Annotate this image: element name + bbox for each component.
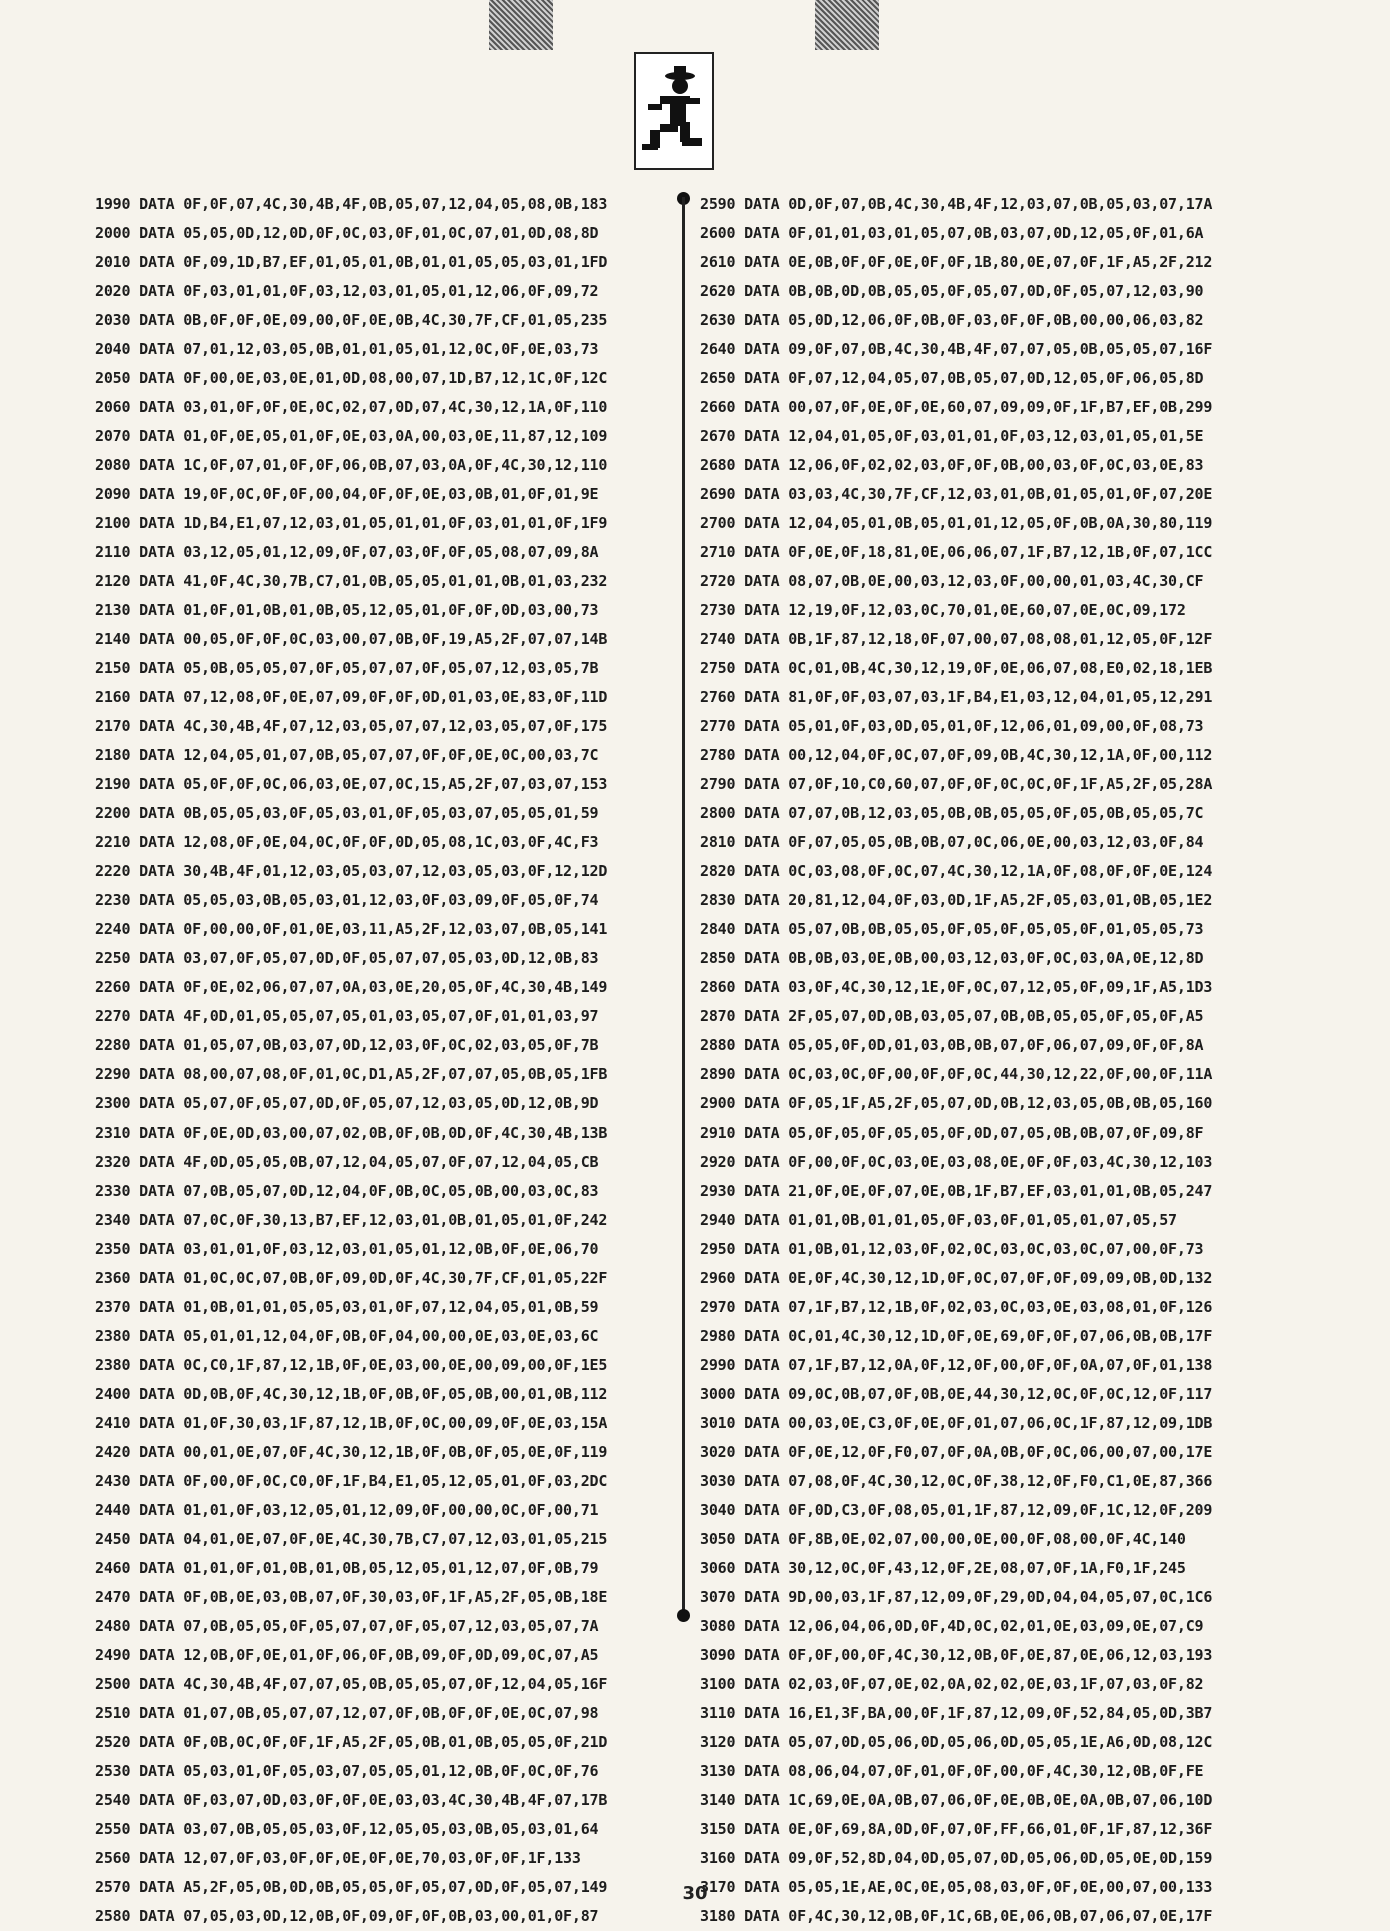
data-line: 2620 DATA 0B,0B,0D,0B,05,05,0F,05,07,0D,0F,05,07,12,03,90 [700, 282, 1204, 301]
data-line: 3010 DATA 00,03,0E,C3,0F,0E,0F,01,07,06,0C,1F,87,12,09,1DB [700, 1413, 1213, 1432]
data-line: 3090 DATA 0F,0F,00,0F,4C,30,12,0B,0F,0E,87,0E,06,12,03,193 [700, 1645, 1213, 1664]
data-line: 2970 DATA 07,1F,B7,12,1B,0F,02,03,0C,03,0E,03,08,01,0F,126 [700, 1297, 1213, 1316]
data-line: 2020 DATA 0F,03,01,01,0F,03,12,03,01,05,01,12,06,0F,09,72 [95, 282, 599, 301]
data-line: 2610 DATA 0E,0B,0F,0F,0E,0F,0F,1B,80,0E,07,0F,1F,A5,2F,212 [700, 253, 1213, 272]
data-line: 2000 DATA 05,05,0D,12,0D,0F,0C,03,0F,01,0C,07,01,0D,08,8D [95, 224, 599, 243]
data-line: 2360 DATA 01,0C,0C,07,0B,0F,09,0D,0F,4C,30,7F,CF,01,05,22F [95, 1268, 608, 1287]
data-line: 2480 DATA 07,0B,05,05,0F,05,07,07,0F,05,07,12,03,05,07,7A [95, 1616, 599, 1635]
data-line: 2340 DATA 07,0C,0F,30,13,B7,EF,12,03,01,0B,01,05,01,0F,242 [95, 1210, 608, 1229]
data-line: 3020 DATA 0F,0E,12,0F,F0,07,0F,0A,0B,0F,0C,06,00,07,00,17E [700, 1442, 1213, 1461]
data-line: 2220 DATA 30,4B,4F,01,12,03,05,03,07,12,03,05,03,0F,12,12D [95, 862, 608, 881]
data-line: 2660 DATA 00,07,0F,0E,0F,0E,60,07,09,09,0F,1F,B7,EF,0B,299 [700, 398, 1213, 417]
data-line: 2330 DATA 07,0B,05,07,0D,12,04,0F,0B,0C,05,0B,00,03,0C,83 [95, 1181, 599, 1200]
data-line: 2640 DATA 09,0F,07,0B,4C,30,4B,4F,07,07,05,0B,05,05,07,16F [700, 340, 1213, 359]
data-line: 2320 DATA 4F,0D,05,05,0B,07,12,04,05,07,0F,07,12,04,05,CB [95, 1152, 599, 1171]
data-line: 2870 DATA 2F,05,07,0D,0B,03,05,07,0B,0B,05,05,0F,05,0F,A5 [700, 1007, 1204, 1026]
data-line: 2690 DATA 03,03,4C,30,7F,CF,12,03,01,0B,01,05,01,0F,07,20E [700, 485, 1213, 504]
data-line: 2720 DATA 08,07,0B,0E,00,03,12,03,0F,00,00,01,03,4C,30,CF [700, 572, 1204, 591]
data-line: 3060 DATA 30,12,0C,0F,43,12,0F,2E,08,07,0F,1A,F0,1F,245 [700, 1558, 1186, 1577]
data-line: 2560 DATA 12,07,0F,03,0F,0F,0E,0F,0E,70,03,0F,0F,1F,133 [95, 1848, 581, 1867]
data-line: 2980 DATA 0C,01,4C,30,12,1D,0F,0E,69,0F,0F,07,06,0B,0B,17F [700, 1326, 1213, 1345]
data-line: 2790 DATA 07,0F,10,C0,60,07,0F,0F,0C,0C,0F,1F,A5,2F,05,28A [700, 775, 1213, 794]
data-line: 2430 DATA 0F,00,0F,0C,C0,0F,1F,B4,E1,05,12,05,01,0F,03,2DC [95, 1471, 608, 1490]
data-line: 2460 DATA 01,01,0F,01,0B,01,0B,05,12,05,01,12,07,0F,0B,79 [95, 1558, 599, 1577]
header-noise-left [489, 0, 553, 50]
data-line: 2670 DATA 12,04,01,05,0F,03,01,01,0F,03,12,03,01,05,01,5E [700, 427, 1204, 446]
data-line: 2470 DATA 0F,0B,0E,03,0B,07,0F,30,03,0F,1F,A5,2F,05,0B,18E [95, 1587, 608, 1606]
data-line: 3100 DATA 02,03,0F,07,0E,02,0A,02,02,0E,03,1F,07,03,0F,82 [700, 1674, 1204, 1693]
data-line: 2760 DATA 81,0F,0F,03,07,03,1F,B4,E1,03,12,04,01,05,12,291 [700, 688, 1213, 707]
data-line: 3180 DATA 0F,4C,30,12,0B,0F,1C,6B,0E,06,0B,07,06,07,0E,17F [700, 1906, 1213, 1925]
data-line: 2440 DATA 01,01,0F,03,12,05,01,12,09,0F,00,00,0C,0F,00,71 [95, 1500, 599, 1519]
data-line: 2600 DATA 0F,01,01,03,01,05,07,0B,03,07,0D,12,05,0F,01,6A [700, 224, 1204, 243]
data-line: 3120 DATA 05,07,0D,05,06,0D,05,06,0D,05,05,1E,A6,0D,08,12C [700, 1732, 1213, 1751]
data-line: 2230 DATA 05,05,03,0B,05,03,01,12,03,0F,03,09,0F,05,0F,74 [95, 891, 599, 910]
data-line: 2850 DATA 0B,0B,03,0E,0B,00,03,12,03,0F,0C,03,0A,0E,12,8D [700, 949, 1204, 968]
data-line: 2210 DATA 12,08,0F,0E,04,0C,0F,0F,0D,05,08,1C,03,0F,4C,F3 [95, 833, 599, 852]
data-line: 2890 DATA 0C,03,0C,0F,00,0F,0F,0C,44,30,12,22,0F,00,0F,11A [700, 1065, 1213, 1084]
data-line: 1990 DATA 0F,0F,07,4C,30,4B,4F,0B,05,07,12,04,05,08,0B,183 [95, 195, 608, 213]
data-line: 2650 DATA 0F,07,12,04,05,07,0B,05,07,0D,12,05,0F,06,05,8D [700, 369, 1204, 388]
data-line: 2420 DATA 00,01,0E,07,0F,4C,30,12,1B,0F,0B,0F,05,0E,0F,119 [95, 1442, 608, 1461]
data-line: 2010 DATA 0F,09,1D,B7,EF,01,05,01,0B,01,01,05,05,03,01,1FD [95, 253, 608, 272]
data-line: 2570 DATA A5,2F,05,0B,0D,0B,05,05,0F,05,07,0D,0F,05,07,149 [95, 1877, 608, 1896]
data-line: 2190 DATA 05,0F,0F,0C,06,03,0E,07,0C,15,A5,2F,07,03,07,153 [95, 775, 608, 794]
data-line: 2110 DATA 03,12,05,01,12,09,0F,07,03,0F,0F,05,08,07,09,8A [95, 543, 599, 562]
data-line: 2590 DATA 0D,0F,07,0B,4C,30,4B,4F,12,03,07,0B,05,03,07,17A [700, 195, 1213, 213]
data-line: 2900 DATA 0F,05,1F,A5,2F,05,07,0D,0B,12,03,05,0B,0B,05,160 [700, 1094, 1213, 1113]
data-line: 3050 DATA 0F,8B,0E,02,07,00,00,0E,00,0F,08,00,0F,4C,140 [700, 1529, 1186, 1548]
data-line: 2090 DATA 19,0F,0C,0F,0F,00,04,0F,0F,0E,03,0B,01,0F,01,9E [95, 485, 599, 504]
data-line: 2140 DATA 00,05,0F,0F,0C,03,00,07,0B,0F,19,A5,2F,07,07,14B [95, 630, 608, 649]
data-line: 2500 DATA 4C,30,4B,4F,07,07,05,0B,05,05,07,0F,12,04,05,16F [95, 1674, 608, 1693]
data-line: 2770 DATA 05,01,0F,03,0D,05,01,0F,12,06,01,09,00,0F,08,73 [700, 717, 1204, 736]
data-line: 2960 DATA 0E,0F,4C,30,12,1D,0F,0C,07,0F,0F,09,09,0B,0D,132 [700, 1268, 1213, 1287]
data-line: 3000 DATA 09,0C,0B,07,0F,0B,0E,44,30,12,0C,0F,0C,12,0F,117 [700, 1384, 1213, 1403]
data-line: 3110 DATA 16,E1,3F,BA,00,0F,1F,87,12,09,0F,52,84,05,0D,3B7 [700, 1703, 1213, 1722]
data-line: 2120 DATA 41,0F,4C,30,7B,C7,01,0B,05,05,01,01,0B,01,03,232 [95, 572, 608, 591]
data-line: 3030 DATA 07,08,0F,4C,30,12,0C,0F,38,12,0F,F0,C1,0E,87,366 [700, 1471, 1213, 1490]
data-line: 2350 DATA 03,01,01,0F,03,12,03,01,05,01,12,0B,0F,0E,06,70 [95, 1239, 599, 1258]
data-line: 2160 DATA 07,12,08,0F,0E,07,09,0F,0F,0D,01,03,0E,83,0F,11D [95, 688, 608, 707]
page-number: 30 [682, 1883, 708, 1904]
header-noise-right [815, 0, 879, 50]
data-line: 2400 DATA 0D,0B,0F,4C,30,12,1B,0F,0B,0F,05,0B,00,01,0B,112 [95, 1384, 608, 1403]
data-line: 2380 DATA 0C,C0,1F,87,12,1B,0F,0E,03,00,0E,00,09,00,0F,1E5 [95, 1355, 608, 1374]
data-line: 3130 DATA 08,06,04,07,0F,01,0F,0F,00,0F,4C,30,12,0B,0F,FE [700, 1761, 1204, 1780]
listing-left-column [95, 190, 675, 1931]
data-line: 2130 DATA 01,0F,01,0B,01,0B,05,12,05,01,0F,0F,0D,03,00,73 [95, 601, 599, 620]
data-line: 2520 DATA 0F,0B,0C,0F,0F,1F,A5,2F,05,0B,01,0B,05,05,0F,21D [95, 1732, 608, 1751]
data-line: 2100 DATA 1D,B4,E1,07,12,03,01,05,01,01,0F,03,01,01,0F,1F9 [95, 514, 608, 533]
data-line: 2840 DATA 05,07,0B,0B,05,05,0F,05,0F,05,05,0F,01,05,05,73 [700, 920, 1204, 939]
data-line: 2800 DATA 07,07,0B,12,03,05,0B,0B,05,05,0F,05,0B,05,05,7C [700, 804, 1204, 823]
data-line: 2050 DATA 0F,00,0E,03,0E,01,0D,08,00,07,1D,B7,12,1C,0F,12C [95, 369, 608, 388]
data-line: 3140 DATA 1C,69,0E,0A,0B,07,06,0F,0E,0B,0E,0A,0B,07,06,10D [700, 1790, 1213, 1809]
data-line: 2150 DATA 05,0B,05,05,07,0F,05,07,07,0F,05,07,12,03,05,7B [95, 659, 599, 678]
data-line: 2930 DATA 21,0F,0E,0F,07,0E,0B,1F,B7,EF,03,01,01,0B,05,247 [700, 1181, 1213, 1200]
data-line: 2990 DATA 07,1F,B7,12,0A,0F,12,0F,00,0F,0F,0A,07,0F,01,138 [700, 1355, 1213, 1374]
data-line: 2270 DATA 4F,0D,01,05,05,07,05,01,03,05,07,0F,01,01,03,97 [95, 1007, 599, 1026]
data-line: 2550 DATA 03,07,0B,05,05,03,0F,12,05,05,03,0B,05,03,01,64 [95, 1819, 599, 1838]
data-line: 2880 DATA 05,05,0F,0D,01,03,0B,0B,07,0F,06,07,09,0F,0F,8A [700, 1036, 1204, 1055]
running-man-logo [634, 52, 714, 170]
data-line: 2170 DATA 4C,30,4B,4F,07,12,03,05,07,07,12,03,05,07,0F,175 [95, 717, 608, 736]
data-line: 3080 DATA 12,06,04,06,0D,0F,4D,0C,02,01,0E,03,09,0E,07,C9 [700, 1616, 1204, 1635]
data-line: 2060 DATA 03,01,0F,0F,0E,0C,02,07,0D,07,4C,30,12,1A,0F,110 [95, 398, 608, 417]
data-line: 2300 DATA 05,07,0F,05,07,0D,0F,05,07,12,03,05,0D,12,0B,9D [95, 1094, 599, 1113]
data-line: 2740 DATA 0B,1F,87,12,18,0F,07,00,07,08,08,01,12,05,0F,12F [700, 630, 1213, 649]
data-line: 2410 DATA 01,0F,30,03,1F,87,12,1B,0F,0C,00,09,0F,0E,03,15A [95, 1413, 608, 1432]
data-line: 2860 DATA 03,0F,4C,30,12,1E,0F,0C,07,12,05,0F,09,1F,A5,1D3 [700, 978, 1213, 997]
data-line: 2820 DATA 0C,03,08,0F,0C,07,4C,30,12,1A,0F,08,0F,0F,0E,124 [700, 862, 1213, 881]
data-line: 3070 DATA 9D,00,03,1F,87,12,09,0F,29,0D,04,04,05,07,0C,1C6 [700, 1587, 1213, 1606]
data-line: 2680 DATA 12,06,0F,02,02,03,0F,0F,0B,00,03,0F,0C,03,0E,83 [700, 456, 1204, 475]
data-line: 2450 DATA 04,01,0E,07,0F,0E,4C,30,7B,C7,07,12,03,01,05,215 [95, 1529, 608, 1548]
data-line: 3160 DATA 09,0F,52,8D,04,0D,05,07,0D,05,06,0D,05,0E,0D,159 [700, 1848, 1213, 1867]
data-line: 2710 DATA 0F,0E,0F,18,81,0E,06,06,07,1F,B7,12,1B,0F,07,1CC [700, 543, 1213, 562]
data-line: 2250 DATA 03,07,0F,05,07,0D,0F,05,07,07,05,03,0D,12,0B,83 [95, 949, 599, 968]
data-line: 2950 DATA 01,0B,01,12,03,0F,02,0C,03,0C,03,0C,07,00,0F,73 [700, 1239, 1204, 1258]
data-line: 2240 DATA 0F,00,00,0F,01,0E,03,11,A5,2F,12,03,07,0B,05,141 [95, 920, 608, 939]
data-line: 2750 DATA 0C,01,0B,4C,30,12,19,0F,0E,06,07,08,E0,02,18,1EB [700, 659, 1213, 678]
divider-bottom-dot [677, 1609, 690, 1622]
data-line: 2830 DATA 20,81,12,04,0F,03,0D,1F,A5,2F,05,03,01,0B,05,1E2 [700, 891, 1213, 910]
data-line: 2260 DATA 0F,0E,02,06,07,07,0A,03,0E,20,05,0F,4C,30,4B,149 [95, 978, 608, 997]
data-line: 2370 DATA 01,0B,01,01,05,05,03,01,0F,07,12,04,05,01,0B,59 [95, 1297, 599, 1316]
data-line: 2540 DATA 0F,03,07,0D,03,0F,0F,0E,03,03,4C,30,4B,4F,07,17B [95, 1790, 608, 1809]
data-line: 2030 DATA 0B,0F,0F,0E,09,00,0F,0E,0B,4C,30,7F,CF,01,05,235 [95, 311, 608, 330]
column-divider [682, 197, 685, 1615]
data-line: 2810 DATA 0F,07,05,05,0B,0B,07,0C,06,0E,00,03,12,03,0F,84 [700, 833, 1204, 852]
data-line: 3170 DATA 05,05,1E,AE,0C,0E,05,08,03,0F,0F,0E,00,07,00,133 [700, 1877, 1213, 1896]
data-line: 2180 DATA 12,04,05,01,07,0B,05,07,07,0F,0F,0E,0C,00,03,7C [95, 746, 599, 765]
data-line: 2530 DATA 05,03,01,0F,05,03,07,05,05,01,12,0B,0F,0C,0F,76 [95, 1761, 599, 1780]
data-line: 2380 DATA 05,01,01,12,04,0F,0B,0F,04,00,00,0E,03,0E,03,6C [95, 1326, 599, 1345]
data-line: 2040 DATA 07,01,12,03,05,0B,01,01,05,01,12,0C,0F,0E,03,73 [95, 340, 599, 359]
data-line: 3150 DATA 0E,0F,69,8A,0D,0F,07,0F,FF,66,01,0F,1F,87,12,36F [700, 1819, 1213, 1838]
data-line: 2700 DATA 12,04,05,01,0B,05,01,01,12,05,0F,0B,0A,30,80,119 [700, 514, 1213, 533]
data-line: 2070 DATA 01,0F,0E,05,01,0F,0E,03,0A,00,03,0E,11,87,12,109 [95, 427, 608, 446]
data-line: 2920 DATA 0F,00,0F,0C,03,0E,03,08,0E,0F,0F,03,4C,30,12,103 [700, 1152, 1213, 1171]
data-line: 2630 DATA 05,0D,12,06,0F,0B,0F,03,0F,0F,0B,00,00,06,03,82 [700, 311, 1204, 330]
data-line: 2510 DATA 01,07,0B,05,07,07,12,07,0F,0B,0F,0F,0E,0C,07,98 [95, 1703, 599, 1722]
data-line: 2490 DATA 12,0B,0F,0E,01,0F,06,0F,0B,09,0F,0D,09,0C,07,A5 [95, 1645, 599, 1664]
data-line: 2780 DATA 00,12,04,0F,0C,07,0F,09,0B,4C,30,12,1A,0F,00,112 [700, 746, 1213, 765]
data-line: 2200 DATA 0B,05,05,03,0F,05,03,01,0F,05,03,07,05,05,01,59 [95, 804, 599, 823]
data-line: 2940 DATA 01,01,0B,01,01,05,0F,03,0F,01,05,01,07,05,57 [700, 1210, 1177, 1229]
listing-right-column [700, 190, 1300, 1931]
data-line: 3040 DATA 0F,0D,C3,0F,08,05,01,1F,87,12,09,0F,1C,12,0F,209 [700, 1500, 1213, 1519]
data-line: 2730 DATA 12,19,0F,12,03,0C,70,01,0E,60,07,0E,0C,09,172 [700, 601, 1186, 620]
data-line: 2310 DATA 0F,0E,0D,03,00,07,02,0B,0F,0B,0D,0F,4C,30,4B,13B [95, 1123, 608, 1142]
data-line: 2280 DATA 01,05,07,0B,03,07,0D,12,03,0F,0C,02,03,05,0F,7B [95, 1036, 599, 1055]
data-line: 2910 DATA 05,0F,05,0F,05,05,0F,0D,07,05,0B,0B,07,0F,09,8F [700, 1123, 1204, 1142]
data-line: 2080 DATA 1C,0F,07,01,0F,0F,06,0B,07,03,0A,0F,4C,30,12,110 [95, 456, 608, 475]
data-line: 2290 DATA 08,00,07,08,0F,01,0C,D1,A5,2F,07,07,05,0B,05,1FB [95, 1065, 608, 1084]
data-line: 2580 DATA 07,05,03,0D,12,0B,0F,09,0F,0F,0B,03,00,01,0F,87 [95, 1906, 599, 1925]
